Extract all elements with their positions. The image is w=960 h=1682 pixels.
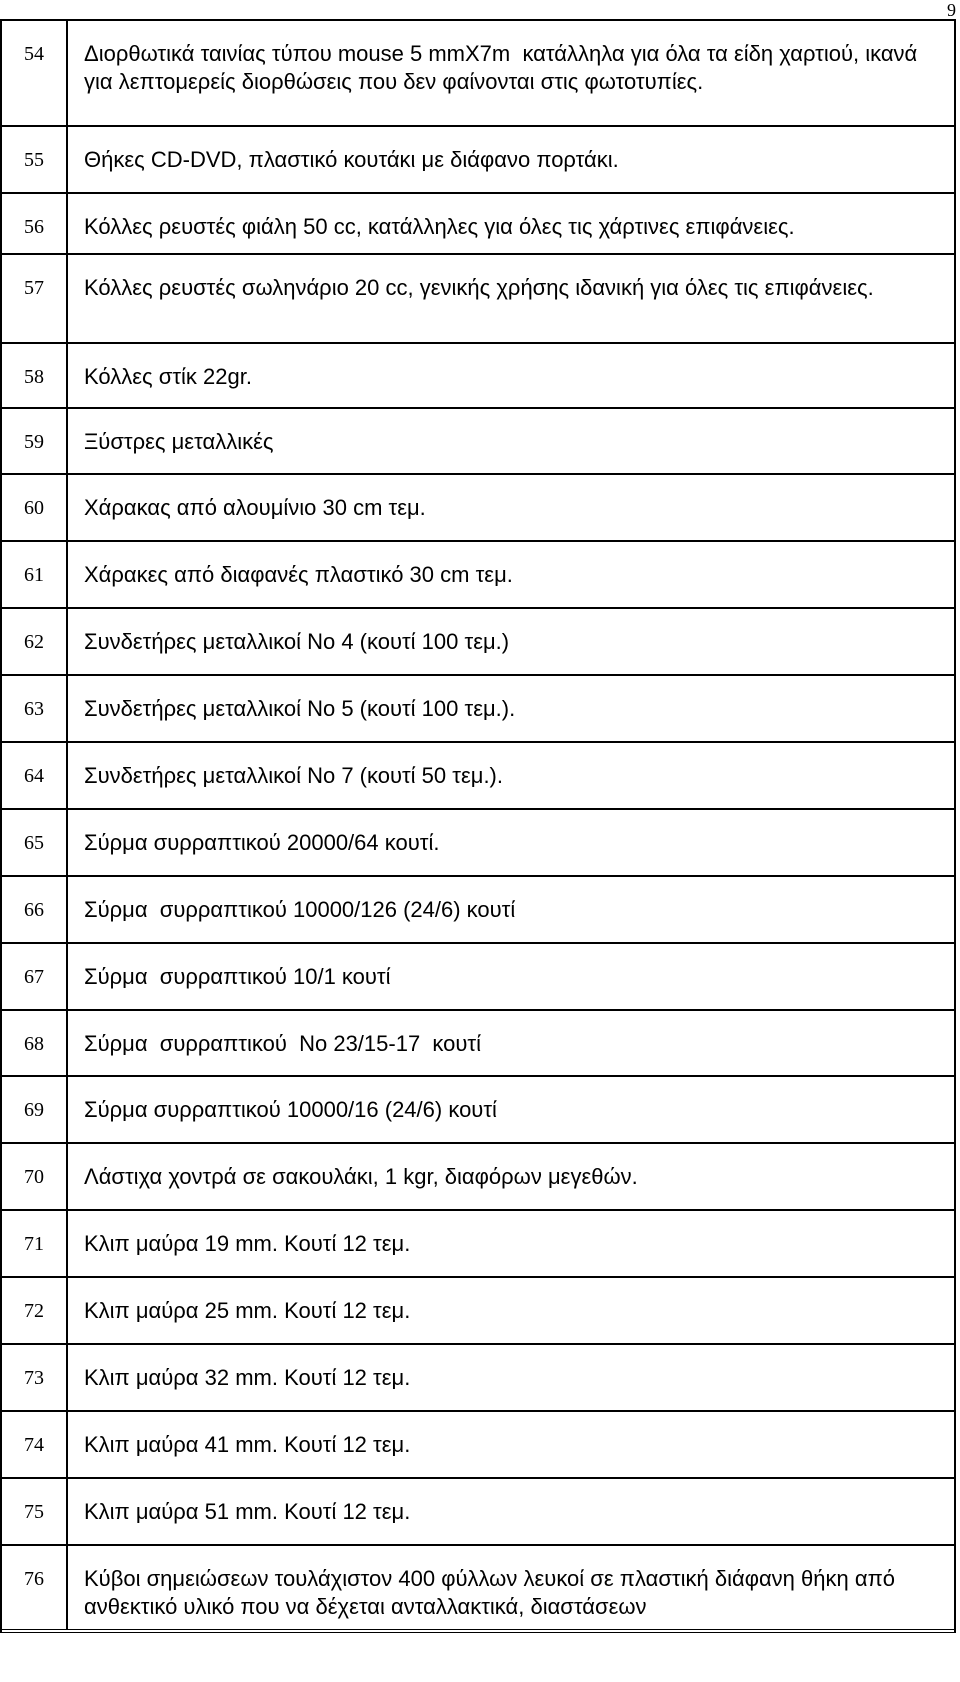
item-description: Σύρμα συρραπτικού Νο 23/15-17 κουτί <box>84 1031 481 1056</box>
item-number: 75 <box>2 1479 68 1544</box>
item-description: Κλιπ μαύρα 19 mm. Κουτί 12 τεμ. <box>84 1231 411 1256</box>
item-number: 61 <box>2 542 68 607</box>
item-number: 69 <box>2 1077 68 1142</box>
item-description: Θήκες CD-DVD, πλαστικό κουτάκι με διάφανο πορτάκι. <box>84 147 619 172</box>
table-row <box>2 344 954 409</box>
item-number: 70 <box>2 1144 68 1209</box>
item-description: Κόλλες στίκ 22gr. <box>84 364 252 389</box>
table-row <box>2 676 954 743</box>
item-description: Σύρμα συρραπτικού 20000/64 κουτί. <box>84 830 440 855</box>
items-table <box>0 19 956 1633</box>
item-description: Διορθωτικά ταινίας τύπου mouse 5 mmX7m κατάλληλα για όλα τα είδη χαρτιού, ικανά για λεπτομερείς διορθώσεις που δεν φαίνονται στις φωτοτυπίες. <box>84 41 924 94</box>
item-description: Κλιπ μαύρα 51 mm. Κουτί 12 τεμ. <box>84 1499 411 1524</box>
item-description: Συνδετήρες μεταλλικοί Νο 7 (κουτί 50 τεμ.). <box>84 763 503 788</box>
item-description: Κλιπ μαύρα 25 mm. Κουτί 12 τεμ. <box>84 1298 411 1323</box>
table-row <box>2 127 954 194</box>
table-row <box>2 1011 954 1077</box>
table-row <box>2 409 954 475</box>
item-description: Κόλλες ρευστές φιάλη 50 cc, κατάλληλες για όλες τις χάρτινες επιφάνειες. <box>84 214 795 239</box>
table-row <box>2 255 954 344</box>
table-row <box>2 609 954 676</box>
table-row <box>2 1211 954 1278</box>
item-number: 54 <box>2 21 68 125</box>
item-number: 74 <box>2 1412 68 1477</box>
table-row <box>2 194 954 255</box>
table-row <box>2 743 954 810</box>
item-description: Κλιπ μαύρα 41 mm. Κουτί 12 τεμ. <box>84 1432 411 1457</box>
item-number: 56 <box>2 194 68 253</box>
item-description: Χάρακες από διαφανές πλαστικό 30 cm τεμ. <box>84 562 513 587</box>
item-number: 65 <box>2 810 68 875</box>
table-row <box>2 1479 954 1546</box>
item-number: 55 <box>2 127 68 192</box>
item-number: 60 <box>2 475 68 540</box>
table-row <box>2 1144 954 1211</box>
table-row <box>2 475 954 542</box>
item-description: Ξύστρες μεταλλικές <box>84 429 274 454</box>
item-description: Σύρμα συρραπτικού 10000/126 (24/6) κουτί <box>84 897 516 922</box>
item-description: Συνδετήρες μεταλλικοί Νο 4 (κουτί 100 τεμ.) <box>84 629 510 654</box>
table-row <box>2 1546 954 1633</box>
table-row <box>2 877 954 944</box>
table-row <box>2 1345 954 1412</box>
page-number: 9 <box>947 0 956 20</box>
table-row <box>2 944 954 1011</box>
item-description: Σύρμα συρραπτικού 10/1 κουτί <box>84 964 391 989</box>
table-row <box>2 21 954 127</box>
item-description: Κύβοι σημειώσεων τουλάχιστον 400 φύλλων λευκοί σε πλαστική διάφανη θήκη από ανθεκτικό υλικό που να δέχεται ανταλλακτικά, διαστάσεων <box>84 1566 902 1619</box>
item-number: 59 <box>2 409 68 473</box>
item-description: Σύρμα συρραπτικού 10000/16 (24/6) κουτί <box>84 1097 497 1122</box>
table-row <box>2 810 954 877</box>
item-description: Χάρακας από αλουμίνιο 30 cm τεμ. <box>84 495 426 520</box>
item-number: 63 <box>2 676 68 741</box>
table-row <box>2 1412 954 1479</box>
item-number: 64 <box>2 743 68 808</box>
table-row <box>2 542 954 609</box>
table-row <box>2 1077 954 1144</box>
item-description: Κόλλες ρευστές σωληνάριο 20 cc, γενικής χρήσης ιδανική για όλες τις επιφάνειες. <box>84 275 874 300</box>
item-number: 66 <box>2 877 68 942</box>
item-number: 57 <box>2 255 68 342</box>
item-number: 68 <box>2 1011 68 1075</box>
item-number: 62 <box>2 609 68 674</box>
item-description: Λάστιχα χοντρά σε σακουλάκι, 1 kgr, διαφόρων μεγεθών. <box>84 1164 638 1189</box>
item-number: 71 <box>2 1211 68 1276</box>
table-row <box>2 1278 954 1345</box>
item-number: 76 <box>2 1546 68 1629</box>
item-description: Συνδετήρες μεταλλικοί Νο 5 (κουτί 100 τεμ.). <box>84 696 516 721</box>
item-number: 67 <box>2 944 68 1009</box>
item-number: 72 <box>2 1278 68 1343</box>
item-number: 58 <box>2 344 68 407</box>
item-description: Κλιπ μαύρα 32 mm. Κουτί 12 τεμ. <box>84 1365 411 1390</box>
item-number: 73 <box>2 1345 68 1410</box>
